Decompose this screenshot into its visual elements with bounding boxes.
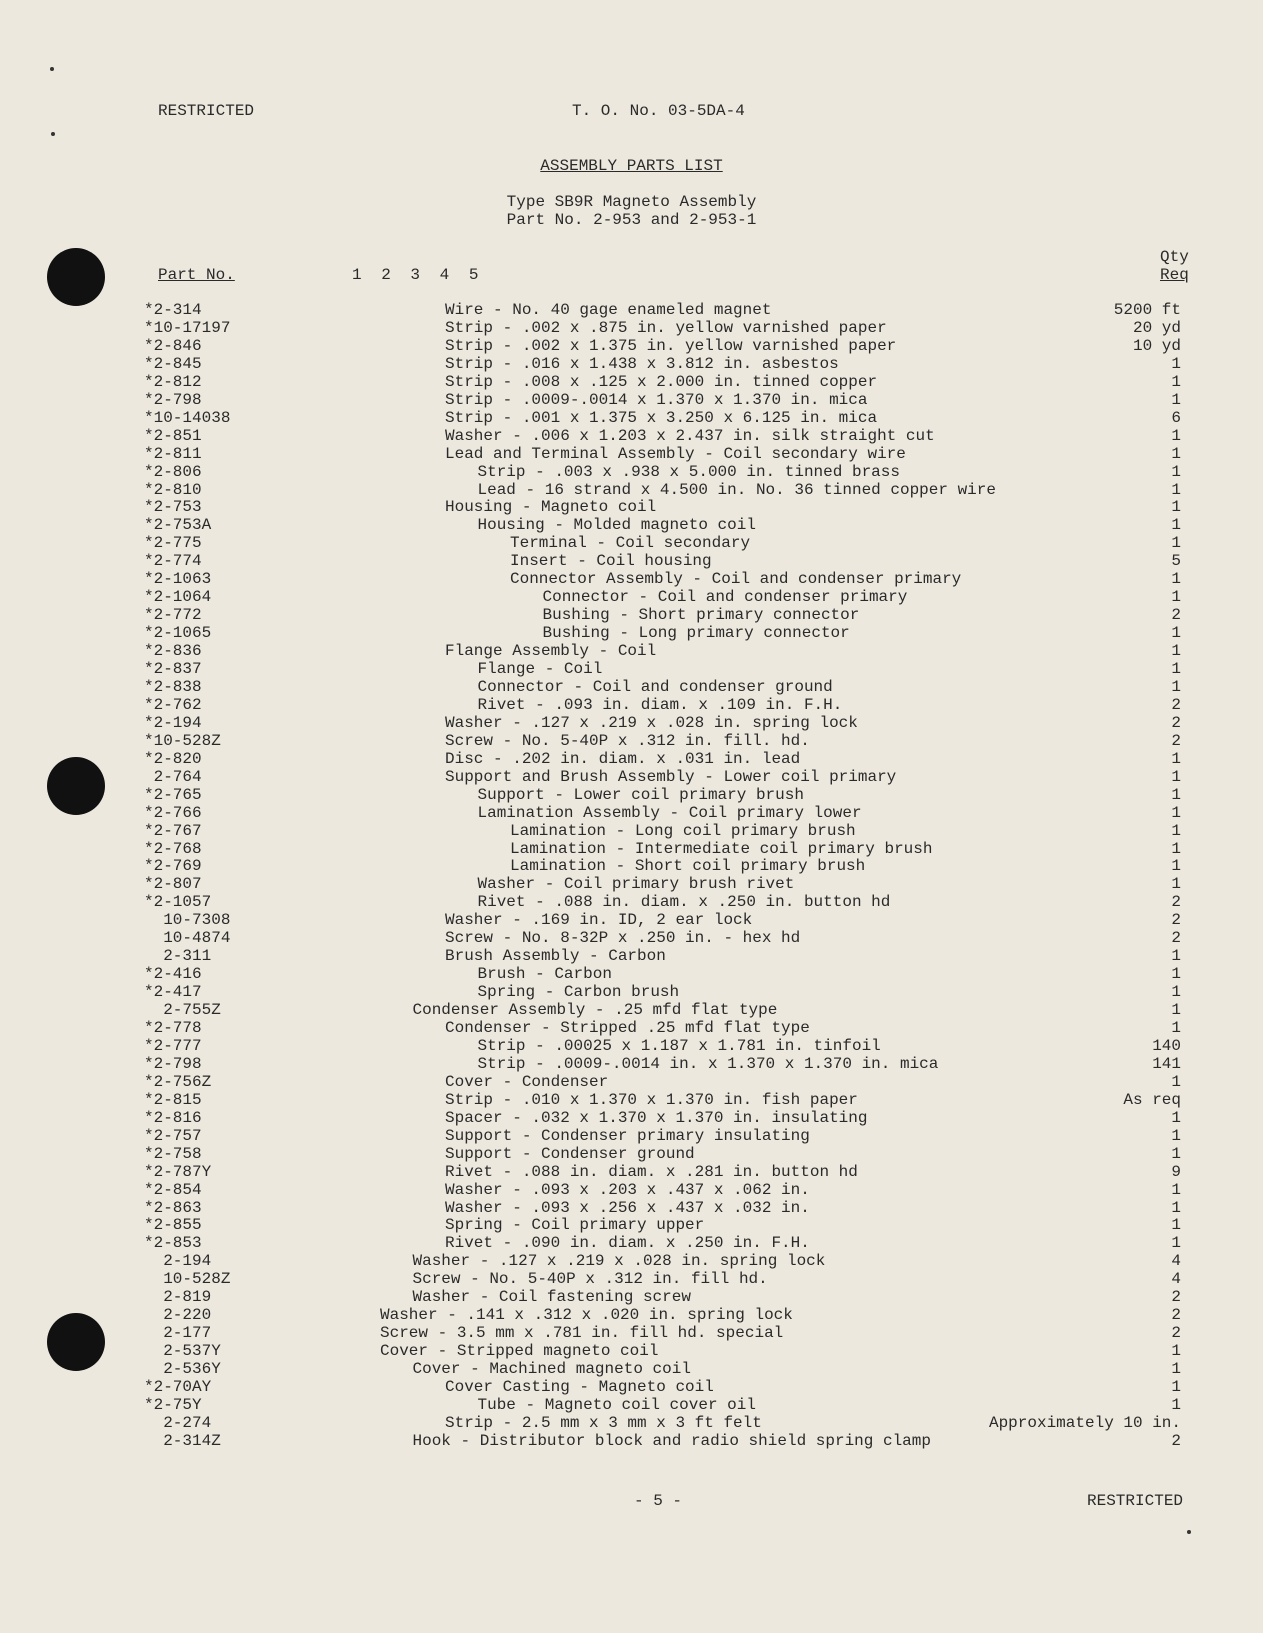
part-number: 2-311 bbox=[144, 947, 212, 966]
quantity-required: 1 bbox=[1171, 857, 1181, 876]
part-description: Connector - Coil and condenser ground bbox=[477, 677, 833, 696]
quantity-required: 1 bbox=[1171, 624, 1181, 643]
quantity-required: 1 bbox=[1171, 660, 1181, 678]
part-description: Spring - Coil primary upper bbox=[445, 1216, 705, 1235]
quantity-required: 1 bbox=[1171, 1126, 1181, 1145]
table-row bbox=[0, 1378, 1263, 1396]
part-description: Strip - .016 x 1.438 x 3.812 in. asbestos bbox=[445, 354, 839, 373]
part-description: Support and Brush Assembly - Lower coil primary bbox=[445, 767, 897, 786]
part-description: Washer - .006 x 1.203 x 2.437 in. silk straight cut bbox=[445, 426, 935, 445]
quantity-required: 1 bbox=[1171, 390, 1181, 409]
part-number: 2-755Z bbox=[144, 1001, 221, 1020]
table-row bbox=[0, 606, 1263, 624]
part-number: *2-1064 bbox=[144, 588, 212, 607]
table-row bbox=[0, 1324, 1263, 1342]
part-description: Hook - Distributor block and radio shield spring clamp bbox=[412, 1431, 931, 1450]
table-row bbox=[0, 1252, 1263, 1270]
quantity-required: 1 bbox=[1171, 1216, 1181, 1235]
table-row bbox=[0, 1270, 1263, 1288]
part-description: Insert - Coil housing bbox=[510, 552, 712, 571]
part-number: *2-756Z bbox=[144, 1072, 212, 1091]
part-description: Bushing - Long primary connector bbox=[542, 624, 850, 643]
table-row bbox=[0, 624, 1263, 642]
part-number: *2-766 bbox=[144, 803, 202, 822]
part-description: Washer - .141 x .312 x .020 in. spring lock bbox=[380, 1306, 793, 1325]
part-number: 2-537Y bbox=[144, 1342, 221, 1361]
part-number: 2-536Y bbox=[144, 1360, 221, 1379]
part-description: Tube - Magneto coil cover oil bbox=[477, 1395, 756, 1414]
part-number: *2-812 bbox=[144, 372, 202, 391]
table-row bbox=[0, 1199, 1263, 1217]
table-row bbox=[0, 1163, 1263, 1181]
part-description: Condenser Assembly - .25 mfd flat type bbox=[412, 1001, 778, 1020]
part-description: Cover - Machined magneto coil bbox=[412, 1360, 691, 1379]
part-number: *2-1065 bbox=[144, 624, 212, 643]
table-row bbox=[0, 1127, 1263, 1145]
quantity-required: As req bbox=[1123, 1090, 1181, 1109]
part-description: Washer - .127 x .219 x .028 in. spring lock bbox=[412, 1252, 826, 1271]
quantity-required: Approximately 10 in. bbox=[988, 1413, 1181, 1432]
part-number: *10-14038 bbox=[144, 408, 231, 427]
part-number: *2-807 bbox=[144, 875, 202, 894]
quantity-required: 1 bbox=[1171, 1144, 1181, 1163]
part-description: Screw - 3.5 mm x .781 in. fill hd. special bbox=[380, 1324, 784, 1343]
part-number: *2-772 bbox=[144, 606, 202, 625]
quantity-required: 4 bbox=[1171, 1252, 1181, 1271]
part-number: *2-194 bbox=[144, 713, 202, 732]
table-row bbox=[0, 337, 1263, 355]
part-number: *2-854 bbox=[144, 1180, 202, 1199]
table-row bbox=[0, 1181, 1263, 1199]
quantity-required: 140 bbox=[1152, 1036, 1181, 1055]
table-row bbox=[0, 1432, 1263, 1450]
part-description: Support - Condenser primary insulating bbox=[445, 1126, 810, 1145]
quantity-required: 1 bbox=[1171, 1395, 1181, 1414]
part-description: Strip - .002 x .875 in. yellow varnished paper bbox=[445, 318, 887, 337]
quantity-required: 1 bbox=[1171, 1072, 1181, 1091]
part-number: *2-758 bbox=[144, 1144, 202, 1163]
part-description: Strip - .002 x 1.375 in. yellow varnished paper bbox=[445, 336, 897, 355]
table-row bbox=[0, 965, 1263, 983]
part-description: Lamination - Intermediate coil primary brush bbox=[510, 839, 933, 858]
part-description: Washer - Coil primary brush rivet bbox=[477, 875, 795, 894]
part-description: Strip - .001 x 1.375 x 3.250 x 6.125 in. mica bbox=[445, 408, 878, 427]
part-number: *2-757 bbox=[144, 1126, 202, 1145]
quantity-required: 5 bbox=[1171, 552, 1181, 571]
part-number: *2-798 bbox=[144, 390, 202, 409]
part-description: Strip - .0009-.0014 in. x 1.370 x 1.370 in. mica bbox=[477, 1054, 939, 1073]
part-number: *2-853 bbox=[144, 1234, 202, 1253]
page-number: - 5 - bbox=[634, 1492, 683, 1510]
quantity-required: 1 bbox=[1171, 426, 1181, 445]
part-number: *2-816 bbox=[144, 1108, 202, 1127]
table-row bbox=[0, 696, 1263, 714]
part-description: Flange Assembly - Coil bbox=[445, 642, 657, 661]
part-description: Washer - .093 x .203 x .437 x .062 in. bbox=[445, 1180, 810, 1199]
quantity-required: 20 yd bbox=[1132, 318, 1181, 337]
part-description: Brush - Carbon bbox=[477, 965, 612, 984]
quantity-required: 1 bbox=[1171, 444, 1181, 463]
table-row bbox=[0, 786, 1263, 804]
table-row bbox=[0, 1109, 1263, 1127]
part-number: *2-851 bbox=[144, 426, 202, 445]
part-number: 10-4874 bbox=[144, 929, 231, 948]
part-description: Screw - No. 5-40P x .312 in. fill hd. bbox=[412, 1270, 768, 1289]
part-description: Support - Lower coil primary brush bbox=[477, 785, 804, 804]
quantity-required: 2 bbox=[1171, 893, 1181, 912]
quantity-required: 141 bbox=[1152, 1054, 1181, 1073]
table-row bbox=[0, 822, 1263, 840]
quantity-required: 1 bbox=[1171, 1019, 1181, 1037]
quantity-required: 1 bbox=[1171, 983, 1181, 1002]
quantity-required: 1 bbox=[1171, 803, 1181, 822]
quantity-required: 1 bbox=[1171, 677, 1181, 696]
quantity-required: 1 bbox=[1171, 965, 1181, 984]
part-number: *2-777 bbox=[144, 1036, 202, 1055]
part-description: Condenser - Stripped .25 mfd flat type bbox=[445, 1019, 810, 1037]
quantity-required: 5200 ft bbox=[1113, 301, 1181, 319]
part-number: *2-416 bbox=[144, 965, 202, 984]
quantity-required: 1 bbox=[1171, 1378, 1181, 1396]
part-number: *2-810 bbox=[144, 480, 202, 499]
table-row bbox=[0, 857, 1263, 875]
table-row bbox=[0, 1055, 1263, 1073]
part-description: Strip - .010 x 1.370 x 1.370 in. fish paper bbox=[445, 1090, 858, 1109]
col-levels: 1 2 3 4 5 bbox=[352, 266, 484, 284]
part-description: Lead - 16 strand x 4.500 in. No. 36 tinned copper wire bbox=[477, 480, 996, 499]
quantity-required: 4 bbox=[1171, 1270, 1181, 1289]
quantity-required: 1 bbox=[1171, 821, 1181, 840]
table-row bbox=[0, 714, 1263, 732]
quantity-required: 2 bbox=[1171, 929, 1181, 948]
footer-restricted: RESTRICTED bbox=[1087, 1492, 1184, 1510]
table-row bbox=[0, 373, 1263, 391]
part-number: 2-764 bbox=[144, 767, 202, 786]
quantity-required: 1 bbox=[1171, 588, 1181, 607]
part-description: Bushing - Short primary connector bbox=[542, 606, 860, 625]
col-qty-bottom: Req bbox=[1160, 266, 1189, 284]
quantity-required: 2 bbox=[1171, 606, 1181, 625]
table-row bbox=[0, 552, 1263, 570]
quantity-required: 1 bbox=[1171, 947, 1181, 966]
part-number: 10-528Z bbox=[144, 1270, 231, 1289]
part-description: Cover Casting - Magneto coil bbox=[445, 1378, 714, 1396]
part-number: *2-806 bbox=[144, 462, 202, 481]
quantity-required: 1 bbox=[1171, 785, 1181, 804]
table-row bbox=[0, 1396, 1263, 1414]
table-row bbox=[0, 660, 1263, 678]
table-row bbox=[0, 1019, 1263, 1037]
part-description: Strip - .0009-.0014 x 1.370 x 1.370 in. mica bbox=[445, 390, 868, 409]
part-description: Rivet - .088 in. diam. x .281 in. button hd bbox=[445, 1162, 858, 1181]
table-row bbox=[0, 678, 1263, 696]
part-description: Lead and Terminal Assembly - Coil secondary wire bbox=[445, 444, 906, 463]
quantity-required: 1 bbox=[1171, 516, 1181, 535]
page-title: ASSEMBLY PARTS LIST bbox=[540, 157, 723, 175]
quantity-required: 2 bbox=[1171, 713, 1181, 732]
table-row bbox=[0, 768, 1263, 786]
part-number: *2-815 bbox=[144, 1090, 202, 1109]
table-row bbox=[0, 534, 1263, 552]
quantity-required: 2 bbox=[1171, 1431, 1181, 1450]
table-row bbox=[0, 732, 1263, 750]
quantity-required: 1 bbox=[1171, 839, 1181, 858]
part-description: Screw - No. 5-40P x .312 in. fill. hd. bbox=[445, 731, 810, 750]
col-qty-top: Qty bbox=[1160, 248, 1189, 266]
part-number: *2-1057 bbox=[144, 893, 212, 912]
part-number: *2-765 bbox=[144, 785, 202, 804]
quantity-required: 1 bbox=[1171, 875, 1181, 894]
part-description: Housing - Molded magneto coil bbox=[477, 516, 756, 535]
part-description: Strip - .00025 x 1.187 x 1.781 in. tinfoil bbox=[477, 1036, 881, 1055]
part-description: Brush Assembly - Carbon bbox=[445, 947, 666, 966]
quantity-required: 1 bbox=[1171, 498, 1181, 517]
quantity-required: 1 bbox=[1171, 749, 1181, 768]
part-description: Lamination - Short coil primary brush bbox=[510, 857, 866, 876]
table-row bbox=[0, 445, 1263, 463]
part-number: *2-753 bbox=[144, 498, 202, 517]
quantity-required: 6 bbox=[1171, 408, 1181, 427]
part-number: *2-70AY bbox=[144, 1378, 212, 1396]
table-row bbox=[0, 893, 1263, 911]
part-description: Lamination Assembly - Coil primary lower bbox=[477, 803, 862, 822]
part-number: *2-846 bbox=[144, 336, 202, 355]
quantity-required: 1 bbox=[1171, 767, 1181, 786]
part-number: 2-819 bbox=[144, 1288, 212, 1307]
table-row bbox=[0, 1001, 1263, 1019]
table-row bbox=[0, 840, 1263, 858]
part-description: Washer - .093 x .256 x .437 x .032 in. bbox=[445, 1198, 810, 1217]
part-number: *2-837 bbox=[144, 660, 202, 678]
part-number: *2-753A bbox=[144, 516, 212, 535]
part-number: *2-767 bbox=[144, 821, 202, 840]
part-description: Terminal - Coil secondary bbox=[510, 534, 751, 553]
table-row bbox=[0, 1342, 1263, 1360]
part-number: *10-528Z bbox=[144, 731, 221, 750]
quantity-required: 1 bbox=[1171, 1108, 1181, 1127]
part-number: 2-274 bbox=[144, 1413, 212, 1432]
quantity-required: 1 bbox=[1171, 462, 1181, 481]
part-description: Screw - No. 8-32P x .250 in. - hex hd bbox=[445, 929, 801, 948]
table-row bbox=[0, 911, 1263, 929]
part-number: 2-177 bbox=[144, 1324, 212, 1343]
part-description: Lamination - Long coil primary brush bbox=[510, 821, 856, 840]
part-number: 2-220 bbox=[144, 1306, 212, 1325]
part-number: *2-762 bbox=[144, 695, 202, 714]
speck bbox=[51, 132, 55, 136]
quantity-required: 2 bbox=[1171, 731, 1181, 750]
table-row bbox=[0, 750, 1263, 768]
table-row bbox=[0, 409, 1263, 427]
table-row bbox=[0, 463, 1263, 481]
part-description: Cover - Stripped magneto coil bbox=[380, 1342, 659, 1361]
header-restricted: RESTRICTED bbox=[158, 102, 255, 120]
table-row bbox=[0, 1091, 1263, 1109]
part-description: Spacer - .032 x 1.370 x 1.370 in. insulating bbox=[445, 1108, 868, 1127]
quantity-required: 2 bbox=[1171, 1288, 1181, 1307]
part-description: Wire - No. 40 gage enameled magnet bbox=[445, 301, 772, 319]
quantity-required: 1 bbox=[1171, 642, 1181, 661]
part-description: Flange - Coil bbox=[477, 660, 603, 678]
quantity-required: 1 bbox=[1171, 1198, 1181, 1217]
table-row bbox=[0, 1414, 1263, 1432]
table-row bbox=[0, 947, 1263, 965]
table-row bbox=[0, 481, 1263, 499]
table-row bbox=[0, 319, 1263, 337]
part-number: *2-798 bbox=[144, 1054, 202, 1073]
table-row bbox=[0, 355, 1263, 373]
part-number: *2-855 bbox=[144, 1216, 202, 1235]
quantity-required: 1 bbox=[1171, 570, 1181, 589]
part-description: Housing - Magneto coil bbox=[445, 498, 657, 517]
part-description: Rivet - .093 in. diam. x .109 in. F.H. bbox=[477, 695, 843, 714]
part-number: *2-820 bbox=[144, 749, 202, 768]
part-number: *2-768 bbox=[144, 839, 202, 858]
part-number: 10-7308 bbox=[144, 911, 231, 930]
part-number: *2-778 bbox=[144, 1019, 202, 1037]
speck bbox=[1187, 1530, 1191, 1534]
table-row bbox=[0, 498, 1263, 516]
part-description: Rivet - .088 in. diam. x .250 in. button hd bbox=[477, 893, 891, 912]
punch-hole-top bbox=[47, 248, 105, 306]
part-number: 2-314Z bbox=[144, 1431, 221, 1450]
part-number: *2-863 bbox=[144, 1198, 202, 1217]
part-number: *2-811 bbox=[144, 444, 202, 463]
table-row bbox=[0, 516, 1263, 534]
table-row bbox=[0, 1037, 1263, 1055]
table-row bbox=[0, 1073, 1263, 1091]
quantity-required: 1 bbox=[1171, 1360, 1181, 1379]
table-row bbox=[0, 1360, 1263, 1378]
quantity-required: 2 bbox=[1171, 911, 1181, 930]
part-number: 2-194 bbox=[144, 1252, 212, 1271]
col-part-no: Part No. bbox=[158, 266, 235, 284]
table-row bbox=[0, 1306, 1263, 1324]
part-description: Support - Condenser ground bbox=[445, 1144, 695, 1163]
quantity-required: 1 bbox=[1171, 372, 1181, 391]
table-row bbox=[0, 1216, 1263, 1234]
table-row bbox=[0, 1288, 1263, 1306]
part-number: *2-845 bbox=[144, 354, 202, 373]
table-row bbox=[0, 427, 1263, 445]
table-row bbox=[0, 929, 1263, 947]
part-number: *2-775 bbox=[144, 534, 202, 553]
quantity-required: 2 bbox=[1171, 695, 1181, 714]
quantity-required: 10 yd bbox=[1132, 336, 1181, 355]
quantity-required: 1 bbox=[1171, 534, 1181, 553]
part-number: *2-787Y bbox=[144, 1162, 212, 1181]
part-description: Connector - Coil and condenser primary bbox=[542, 588, 908, 607]
header-to-number: T. O. No. 03-5DA-4 bbox=[572, 102, 745, 120]
quantity-required: 1 bbox=[1171, 480, 1181, 499]
quantity-required: 2 bbox=[1171, 1306, 1181, 1325]
quantity-required: 1 bbox=[1171, 354, 1181, 373]
quantity-required: 1 bbox=[1171, 1180, 1181, 1199]
table-row bbox=[0, 1145, 1263, 1163]
part-description: Rivet - .090 in. diam. x .250 in. F.H. bbox=[445, 1234, 810, 1253]
table-row bbox=[0, 875, 1263, 893]
quantity-required: 2 bbox=[1171, 1324, 1181, 1343]
table-row bbox=[0, 642, 1263, 660]
part-number: *2-836 bbox=[144, 642, 202, 661]
part-number: *2-314 bbox=[144, 301, 202, 319]
part-description: Disc - .202 in. diam. x .031 in. lead bbox=[445, 749, 801, 768]
part-description: Strip - .008 x .125 x 2.000 in. tinned copper bbox=[445, 372, 878, 391]
part-description: Strip - 2.5 mm x 3 mm x 3 ft felt bbox=[445, 1413, 762, 1432]
part-number: *2-838 bbox=[144, 677, 202, 696]
table-row bbox=[0, 391, 1263, 409]
part-number: *10-17197 bbox=[144, 318, 231, 337]
part-number: *2-769 bbox=[144, 857, 202, 876]
table-row bbox=[0, 570, 1263, 588]
speck bbox=[50, 67, 54, 71]
table-row bbox=[0, 588, 1263, 606]
part-number: *2-1063 bbox=[144, 570, 212, 589]
table-row bbox=[0, 1234, 1263, 1252]
part-description: Cover - Condenser bbox=[445, 1072, 609, 1091]
table-row bbox=[0, 804, 1263, 822]
assembly-part-numbers: Part No. 2-953 and 2-953-1 bbox=[506, 211, 757, 229]
part-description: Washer - .169 in. ID, 2 ear lock bbox=[445, 911, 753, 930]
part-number: *2-774 bbox=[144, 552, 202, 571]
quantity-required: 1 bbox=[1171, 1342, 1181, 1361]
part-number: *2-417 bbox=[144, 983, 202, 1002]
part-description: Strip - .003 x .938 x 5.000 in. tinned brass bbox=[477, 462, 900, 481]
table-row bbox=[0, 301, 1263, 319]
quantity-required: 9 bbox=[1171, 1162, 1181, 1181]
part-description: Washer - Coil fastening screw bbox=[412, 1288, 691, 1307]
quantity-required: 1 bbox=[1171, 1234, 1181, 1253]
part-description: Washer - .127 x .219 x .028 in. spring lock bbox=[445, 713, 858, 732]
table-row bbox=[0, 983, 1263, 1001]
part-description: Connector Assembly - Coil and condenser primary bbox=[510, 570, 962, 589]
assembly-type: Type SB9R Magneto Assembly bbox=[506, 193, 757, 211]
part-number: *2-75Y bbox=[144, 1395, 202, 1414]
quantity-required: 1 bbox=[1171, 1001, 1181, 1020]
part-description: Spring - Carbon brush bbox=[477, 983, 680, 1002]
